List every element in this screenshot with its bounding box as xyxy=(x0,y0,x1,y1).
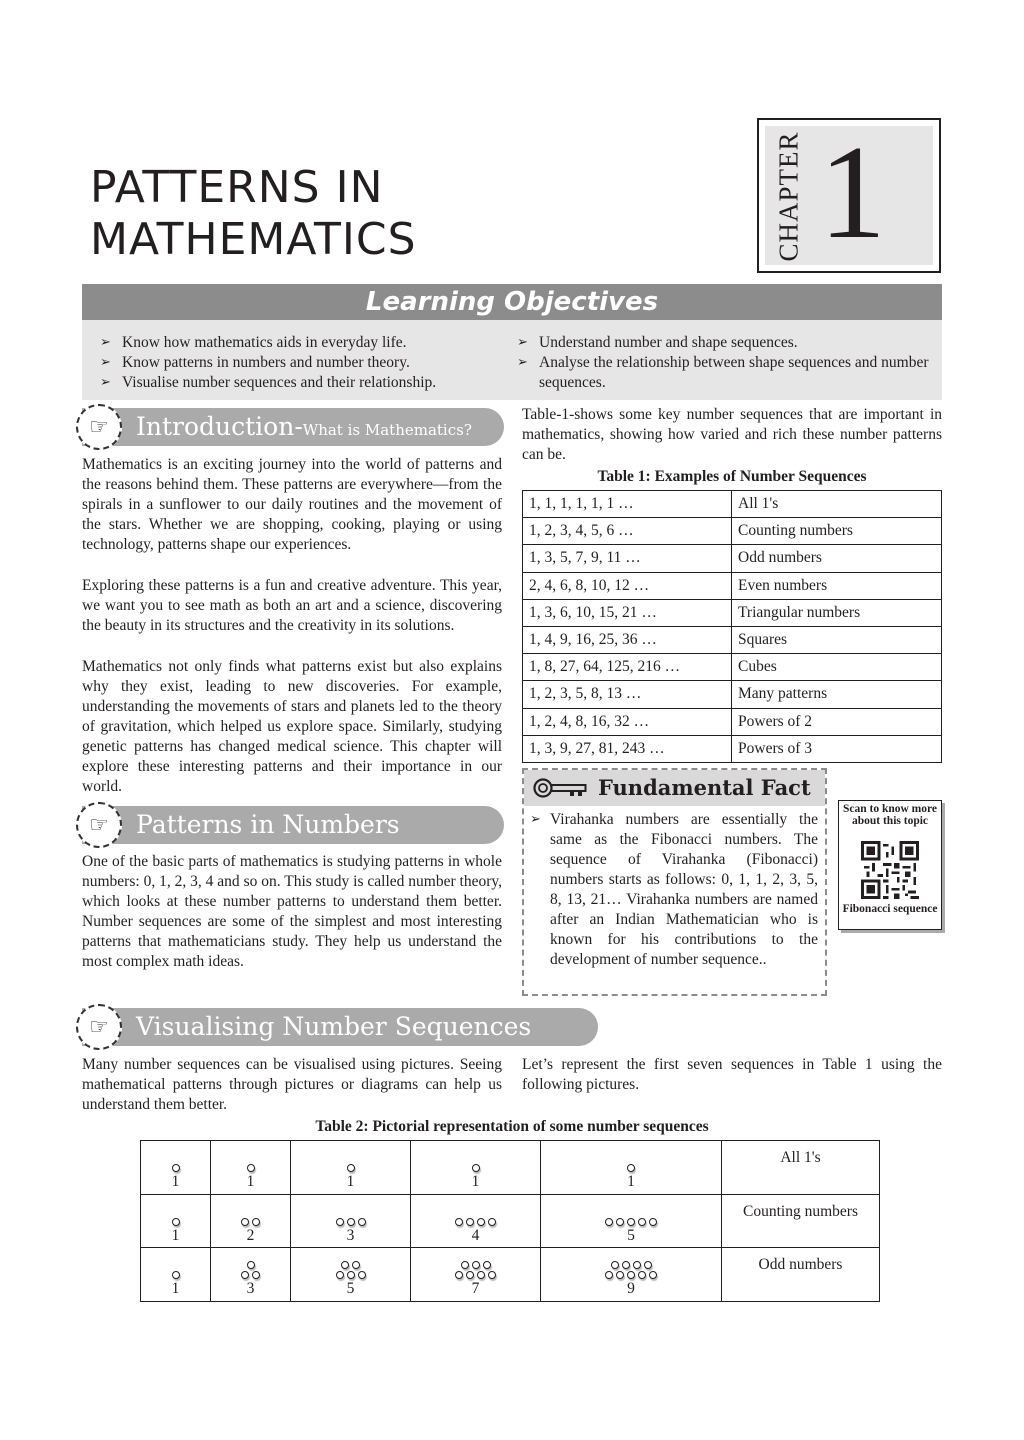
pictorial-cell xyxy=(411,1141,541,1195)
pictorial-cell-content xyxy=(541,1195,721,1247)
table-row xyxy=(523,681,942,708)
dot-icon xyxy=(347,1218,355,1226)
table-row xyxy=(523,545,942,572)
dot-row xyxy=(455,1218,496,1226)
dot-row xyxy=(336,1271,366,1279)
dot-pattern xyxy=(172,1164,180,1172)
dot-icon xyxy=(627,1164,635,1172)
pictorial-cell xyxy=(211,1141,291,1195)
fundamental-fact-box xyxy=(522,768,827,996)
pictorial-cell-content xyxy=(211,1195,290,1247)
table-row xyxy=(523,626,942,653)
qr-caption-bottom: Fibonacci sequence xyxy=(842,903,938,915)
table-row xyxy=(141,1194,880,1248)
dot-icon xyxy=(252,1271,260,1279)
chapter-word-wrap xyxy=(767,130,811,262)
dot-row xyxy=(605,1218,657,1226)
pictorial-cell-content xyxy=(141,1141,210,1193)
objective-item: ➢ Understand number and shape sequences. xyxy=(517,333,932,353)
dot-icon xyxy=(347,1271,355,1279)
dot-icon xyxy=(638,1271,646,1279)
dot-icon xyxy=(477,1271,485,1279)
dot-icon xyxy=(241,1218,249,1226)
table-row xyxy=(523,654,942,681)
objective-item: ➢ Know patterns in numbers and number theory. xyxy=(100,353,510,373)
dot-row xyxy=(605,1271,657,1279)
dot-icon xyxy=(336,1271,344,1279)
table2 xyxy=(140,1140,880,1302)
sequence-cell: 1, 3, 9, 27, 81, 243 … xyxy=(523,735,732,762)
dot-row xyxy=(341,1261,360,1269)
pictorial-cell-content xyxy=(411,1248,540,1300)
sequence-cell: 1, 8, 27, 64, 125, 216 … xyxy=(523,654,732,681)
dot-row xyxy=(347,1164,355,1172)
dot-pattern xyxy=(172,1271,180,1279)
dot-row xyxy=(172,1271,180,1279)
dot-icon xyxy=(649,1271,657,1279)
dot-row xyxy=(611,1261,652,1269)
sequence-name-cell: Many patterns xyxy=(732,681,942,708)
sequence-value: 1 xyxy=(171,1280,180,1297)
dot-icon xyxy=(627,1218,635,1226)
sequence-name-cell: All 1's xyxy=(732,491,942,518)
visualising-title: Visualising Number Sequences xyxy=(136,1012,532,1041)
dot-pattern xyxy=(627,1164,635,1172)
dot-pattern xyxy=(455,1218,496,1226)
dot-row xyxy=(247,1261,255,1269)
table-row xyxy=(523,599,942,626)
visualising-heading xyxy=(82,1008,598,1046)
sequence-name-cell: Powers of 3 xyxy=(732,735,942,762)
pictorial-cell-content xyxy=(291,1248,410,1300)
table2-caption: Table 2: Pictorial representation of some number sequences xyxy=(315,1118,709,1135)
dot-icon xyxy=(241,1271,249,1279)
fundamental-fact-text: ➢ Virahanka numbers are essentially the same as the Fibonacci numbers. The sequence of Virahanka (Fibonacci) numbers starts as follows: 0, 1, 1, 2, 3, 5, 8, 13, 21… Virahanka numbers are named after an Indian Mathematician who is known for his contributions to the development of number sequence.. xyxy=(530,810,818,970)
pictorial-cell-content xyxy=(411,1141,540,1193)
dot-icon xyxy=(466,1218,474,1226)
sequence-name-cell: Even numbers xyxy=(732,572,942,599)
pictorial-cell-content xyxy=(141,1248,210,1300)
introduction-heading xyxy=(82,408,504,446)
dot-icon xyxy=(455,1271,463,1279)
dot-icon xyxy=(483,1261,491,1269)
sequence-value: 3 xyxy=(246,1280,255,1297)
pictorial-cell xyxy=(211,1194,291,1248)
table1 xyxy=(522,490,942,763)
dot-icon xyxy=(649,1218,657,1226)
dot-icon xyxy=(616,1271,624,1279)
dot-icon xyxy=(252,1218,260,1226)
patterns-in-numbers-heading xyxy=(82,806,504,844)
fundamental-fact-header xyxy=(524,770,825,806)
sequence-name-cell: Odd numbers xyxy=(732,545,942,572)
sequence-name-cell: Counting numbers xyxy=(722,1194,880,1248)
dot-icon xyxy=(336,1218,344,1226)
table-row xyxy=(523,518,942,545)
sequence-name-cell: Odd numbers xyxy=(722,1248,880,1302)
dot-pattern xyxy=(172,1218,180,1226)
sequence-name-cell: All 1's xyxy=(722,1141,880,1195)
pointing-hand-icon: ☞ xyxy=(76,802,122,848)
pictorial-cell xyxy=(291,1194,411,1248)
sequence-name-cell: Squares xyxy=(732,626,942,653)
dot-icon xyxy=(466,1271,474,1279)
visualising-paragraph-left: Many number sequences can be visualised using pictures. Seeing mathematical patterns through pictures or diagrams can help us understand them better. xyxy=(82,1056,502,1113)
sequence-value: 7 xyxy=(471,1280,480,1297)
dot-icon xyxy=(358,1271,366,1279)
introduction-paragraph-3: Mathematics not only finds what patterns exist but also explains why they exist, leading to new discoveries. For example, understanding the movements of stars and planets led to the theory of gravitation, which helped us explore space. Similarly, studying genetic patterns has changed medical science. This chapter will explore these interesting patterns and their importance in our world. xyxy=(82,658,502,795)
sequence-cell: 1, 4, 9, 16, 25, 36 … xyxy=(523,626,732,653)
introduction-subtitle: What is Mathematics? xyxy=(302,421,472,439)
sequence-name-cell: Powers of 2 xyxy=(732,708,942,735)
table-row xyxy=(523,491,942,518)
table-row xyxy=(523,708,942,735)
sequence-cell: 1, 2, 3, 5, 8, 13 … xyxy=(523,681,732,708)
dot-pattern xyxy=(472,1164,480,1172)
dot-row xyxy=(241,1218,260,1226)
dot-row xyxy=(336,1218,366,1226)
fundamental-fact-title: Fundamental Fact xyxy=(598,775,811,800)
objective-item: ➢ Know how mathematics aids in everyday life. xyxy=(100,333,510,353)
pictorial-cell-content xyxy=(211,1141,290,1193)
dot-icon xyxy=(638,1218,646,1226)
dot-icon xyxy=(341,1261,349,1269)
dot-icon xyxy=(611,1261,619,1269)
pictorial-cell xyxy=(411,1194,541,1248)
sequence-name-cell: Cubes xyxy=(732,654,942,681)
objectives-left xyxy=(100,333,510,393)
visualising-paragraph-right: Let’s represent the first seven sequences in Table 1 using the following pictures. xyxy=(522,1056,942,1093)
sequence-cell: 1, 3, 6, 10, 15, 21 … xyxy=(523,599,732,626)
dot-row xyxy=(627,1164,635,1172)
chapter-badge xyxy=(757,118,941,273)
sequence-value: 1 xyxy=(471,1173,480,1190)
dot-row xyxy=(461,1261,491,1269)
dot-icon xyxy=(605,1271,613,1279)
dot-icon xyxy=(616,1218,624,1226)
patterns-in-numbers-title: Patterns in Numbers xyxy=(136,810,400,839)
dot-row xyxy=(172,1164,180,1172)
sequence-value: 5 xyxy=(346,1280,355,1297)
pictorial-cell-content xyxy=(211,1248,290,1300)
dot-icon xyxy=(488,1218,496,1226)
key-icon xyxy=(532,776,588,800)
introduction-paragraph-1: Mathematics is an exciting journey into the world of patterns and the reasons behind them. These patterns are everywhere—from the spirals in a sunflower to our daily routines and the movement of the stars. Whether we are shopping, cooking, playing or using technology, patterns shape our experiences. xyxy=(82,456,502,553)
title-line-2: MATHEMATICS xyxy=(90,214,417,265)
dot-row xyxy=(172,1218,180,1226)
chapter-word: CHAPTER xyxy=(773,130,804,262)
pictorial-cell xyxy=(541,1194,722,1248)
dot-icon xyxy=(172,1271,180,1279)
pictorial-cell-content xyxy=(291,1141,410,1193)
pictorial-cell xyxy=(141,1194,211,1248)
sequence-name-cell: Counting numbers xyxy=(732,518,942,545)
chapter-badge-inner xyxy=(765,118,933,266)
dot-row xyxy=(247,1164,255,1172)
pictorial-cell-content xyxy=(291,1195,410,1247)
pictorial-cell xyxy=(211,1248,291,1302)
introduction-heading-text xyxy=(136,408,472,449)
table-row xyxy=(141,1141,880,1195)
pictorial-cell xyxy=(291,1248,411,1302)
pictorial-cell-content xyxy=(141,1195,210,1247)
table-row xyxy=(141,1248,880,1302)
pictorial-cell-content xyxy=(541,1248,721,1300)
pictorial-cell xyxy=(541,1141,722,1195)
dot-pattern xyxy=(347,1164,355,1172)
dot-icon xyxy=(247,1164,255,1172)
dot-icon xyxy=(472,1261,480,1269)
introduction-title: Introduction- xyxy=(136,412,303,441)
sequence-cell: 1, 3, 5, 7, 9, 11 … xyxy=(523,545,732,572)
sequence-value: 1 xyxy=(246,1173,255,1190)
objective-item: ➢ Analyse the relationship between shape sequences and number sequences. xyxy=(517,353,932,393)
table-row xyxy=(523,735,942,762)
chapter-number: 1 xyxy=(819,118,886,266)
dot-icon xyxy=(461,1261,469,1269)
dot-pattern xyxy=(336,1261,366,1279)
pictorial-cell-content xyxy=(411,1195,540,1247)
dot-pattern xyxy=(247,1164,255,1172)
dot-icon xyxy=(455,1218,463,1226)
sequence-value: 9 xyxy=(627,1280,635,1297)
sequence-value: 5 xyxy=(627,1226,635,1244)
dot-icon xyxy=(644,1261,652,1269)
dot-icon xyxy=(172,1218,180,1226)
dot-pattern xyxy=(605,1261,657,1279)
pictorial-cell xyxy=(141,1141,211,1195)
title-line-1: PATTERNS IN xyxy=(90,162,384,213)
pictorial-cell xyxy=(291,1141,411,1195)
pointing-hand-icon: ☞ xyxy=(76,404,122,450)
dot-row xyxy=(472,1164,480,1172)
dot-row xyxy=(241,1271,260,1279)
pointing-hand-icon: ☞ xyxy=(76,1004,122,1050)
dot-icon xyxy=(358,1218,366,1226)
pictorial-cell xyxy=(541,1248,722,1302)
dot-icon xyxy=(172,1164,180,1172)
sequence-value: 1 xyxy=(171,1173,180,1190)
objectives-right xyxy=(517,333,932,393)
dot-icon xyxy=(627,1271,635,1279)
sequence-cell: 2, 4, 6, 8, 10, 12 … xyxy=(523,572,732,599)
pictorial-cell-content xyxy=(541,1141,721,1193)
sequence-value: 1 xyxy=(171,1226,180,1244)
dot-row xyxy=(455,1271,496,1279)
page-title xyxy=(90,162,417,266)
qr-caption-top: Scan to know more about this topic xyxy=(842,803,938,827)
dot-icon xyxy=(477,1218,485,1226)
dot-icon xyxy=(622,1261,630,1269)
qr-code-icon[interactable] xyxy=(861,841,919,899)
sequence-value: 3 xyxy=(346,1226,355,1244)
dot-icon xyxy=(633,1261,641,1269)
dot-pattern xyxy=(241,1218,260,1226)
dot-icon xyxy=(472,1164,480,1172)
pictorial-cell xyxy=(141,1248,211,1302)
dot-pattern xyxy=(336,1218,366,1226)
sequence-value: 1 xyxy=(627,1173,635,1190)
dot-icon xyxy=(247,1261,255,1269)
dot-pattern xyxy=(605,1218,657,1226)
sequence-cell: 1, 2, 3, 4, 5, 6 … xyxy=(523,518,732,545)
introduction-paragraph-2: Exploring these patterns is a fun and creative adventure. This year, we want you to see math as both an art and a science, discovering the beauty in its structures and the creativity in its solutions. xyxy=(82,577,502,634)
dot-pattern xyxy=(455,1261,496,1279)
dot-icon xyxy=(352,1261,360,1269)
dot-icon xyxy=(488,1271,496,1279)
sequence-cell: 1, 2, 4, 8, 16, 32 … xyxy=(523,708,732,735)
table-row xyxy=(523,572,942,599)
patterns-in-numbers-paragraph: One of the basic parts of mathematics is studying patterns in whole numbers: 0, 1, 2, 3, 4 and so on. This study is called number theory, which looks at these number patterns to understand them better. Number sequences are some of the simplest and most interesting patterns that mathematicians study. They help us understand the most complex math ideas. xyxy=(82,853,502,970)
sequence-value: 2 xyxy=(246,1226,255,1244)
sequence-value: 1 xyxy=(346,1173,355,1190)
learning-objectives-heading: Learning Objectives xyxy=(82,284,942,320)
sequence-cell: 1, 1, 1, 1, 1, 1 … xyxy=(523,491,732,518)
pictorial-cell xyxy=(411,1248,541,1302)
sequence-value: 4 xyxy=(471,1226,480,1244)
sequence-name-cell: Triangular numbers xyxy=(732,599,942,626)
qr-code-box xyxy=(838,800,942,930)
table1-caption: Table 1: Examples of Number Sequences xyxy=(597,468,867,485)
dot-pattern xyxy=(241,1261,260,1279)
table1-intro: Table-1-shows some key number sequences that are important in mathematics, showing how varied and rich these number patterns can be. xyxy=(522,406,942,463)
objective-item: ➢ Visualise number sequences and their relationship. xyxy=(100,373,510,393)
dot-icon xyxy=(347,1164,355,1172)
dot-icon xyxy=(605,1218,613,1226)
